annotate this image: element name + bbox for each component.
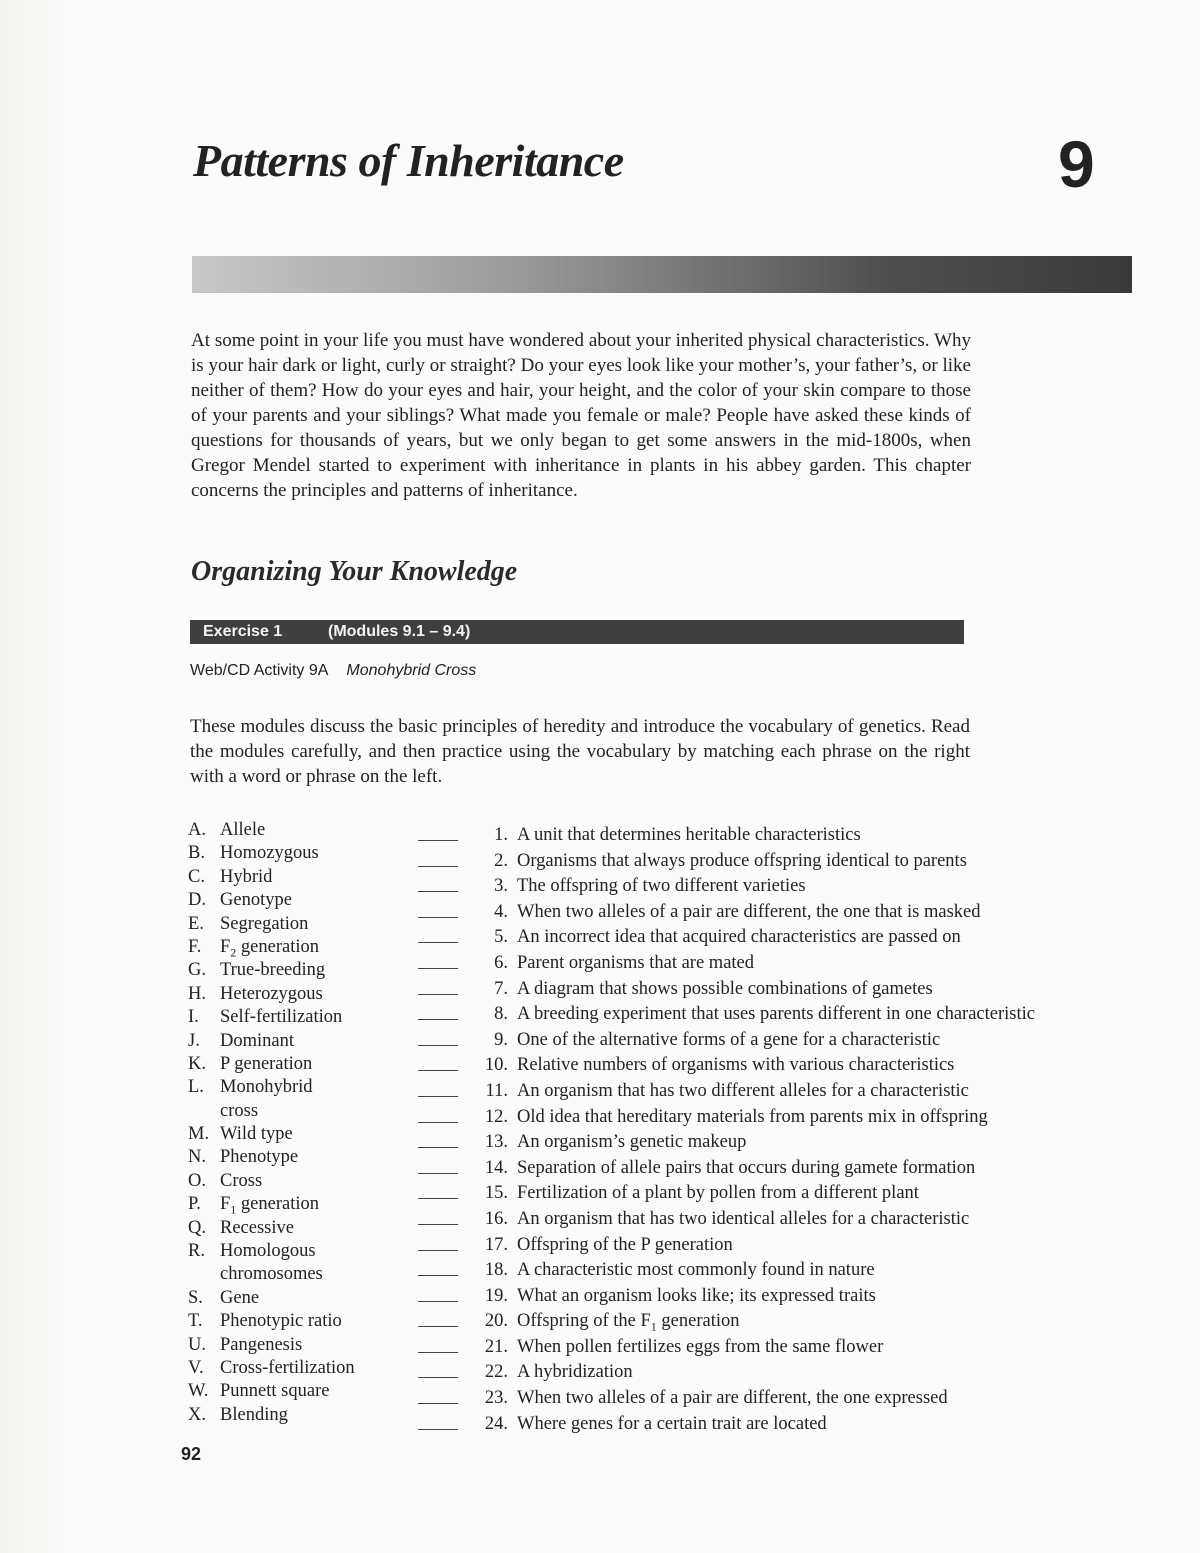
- answer-blank[interactable]: [418, 1207, 458, 1225]
- answer-blank[interactable]: [418, 874, 458, 892]
- term-text: [220, 1240, 316, 1263]
- chapter-title: Patterns of Inheritance: [193, 135, 624, 186]
- term-item: [188, 819, 418, 842]
- term-letter: N.: [188, 1147, 206, 1168]
- term-text-main: F: [220, 936, 231, 957]
- term-text: [220, 889, 292, 912]
- definition-text: When two alleles of a pair are different, the one that is masked: [517, 901, 981, 922]
- term-text-main: Recessive: [220, 1217, 294, 1238]
- term-letter: P.: [188, 1194, 201, 1215]
- answer-blank[interactable]: [418, 925, 458, 943]
- term-item: [188, 1170, 418, 1193]
- term-letter: S.: [188, 1287, 203, 1308]
- definition-text: Parent organisms that are mated: [517, 952, 755, 973]
- definition-text: An organism that has two identical alleles for a characteristic: [517, 1208, 970, 1229]
- term-text-main: chromosomes: [220, 1264, 323, 1285]
- definition-item: [418, 874, 1138, 900]
- term-letter: K.: [188, 1053, 206, 1074]
- term-item: [188, 1146, 418, 1169]
- intro-paragraph: At some point in your life you must have wondered about your inherited physical characteristics. Why is your hair dark or light, curly or straight? Do your eyes look like your mother’s, your father’s, or like neither of them? How do your eyes and hair, your height, and the color of your skin compare to those of your parents and your siblings? What made you female or male? People have asked these kinds of questions for thousands of years, but we only began to get some answers in the mid-1800s, when Gregor Mendel started to experiment with inheritance in plants in his abbey garden. This chapter concerns the principles and patterns of inheritance.: [191, 330, 971, 501]
- definition-item: [418, 1412, 1138, 1438]
- term-letter: V.: [188, 1357, 204, 1378]
- term-item: [188, 1100, 418, 1123]
- term-text-main: cross: [220, 1100, 259, 1121]
- activity-name: Monohybrid Cross: [346, 662, 477, 679]
- answer-blank[interactable]: [418, 1079, 458, 1097]
- answer-blank[interactable]: [418, 1386, 458, 1404]
- term-letter: W.: [188, 1381, 209, 1402]
- term-item: [188, 959, 418, 982]
- term-letter: I.: [188, 1007, 199, 1028]
- term-text: [188, 1263, 323, 1286]
- answer-blank[interactable]: [418, 1309, 458, 1327]
- term-letter: A.: [188, 820, 206, 840]
- term-text-main: Self-fertilization: [220, 1007, 343, 1028]
- definition-item: [418, 1233, 1138, 1259]
- term-text: [220, 1053, 312, 1076]
- term-item: [188, 1334, 418, 1357]
- section-heading: Organizing Your Knowledge: [191, 556, 518, 587]
- definition-number: 18.: [484, 1260, 508, 1281]
- exercise-label: Exercise 1: [203, 623, 283, 640]
- term-text: [220, 1193, 319, 1216]
- chapter-number: 9: [1058, 127, 1095, 201]
- definition-number: 13.: [484, 1132, 508, 1153]
- definition-text: Relative numbers of organisms with various characteristics: [517, 1055, 955, 1076]
- exercise-modules: (Modules 9.1 – 9.4): [328, 623, 471, 640]
- term-text: [220, 1287, 259, 1310]
- definition-text: An organism’s genetic makeup: [517, 1132, 747, 1153]
- term-text-main: Allele: [220, 820, 266, 840]
- definition-text: Offspring of the P generation: [517, 1234, 733, 1255]
- answer-blank[interactable]: [418, 977, 458, 995]
- term-text: [220, 1123, 293, 1146]
- definition-text: A hybridization: [517, 1362, 633, 1383]
- answer-blank[interactable]: [418, 900, 458, 918]
- page-edge-shadow: [0, 0, 60, 1553]
- term-text: [220, 1030, 294, 1053]
- term-letter: Q.: [188, 1217, 206, 1238]
- answer-blank[interactable]: [418, 1335, 458, 1353]
- term-text-main: Heterozygous: [220, 983, 323, 1004]
- term-text: [220, 913, 308, 936]
- term-text-main: Punnett square: [220, 1381, 330, 1402]
- term-letter: F.: [188, 936, 202, 957]
- term-item: [188, 1217, 418, 1240]
- definition-item: [418, 1309, 1138, 1335]
- definition-text: An organism that has two different alleles for a characteristic: [517, 1080, 969, 1101]
- definition-number: 7.: [494, 978, 508, 999]
- definition-item: [418, 1053, 1138, 1079]
- answer-blank[interactable]: [418, 1284, 458, 1302]
- definition-item: [418, 1335, 1138, 1361]
- definition-item: [418, 900, 1138, 926]
- definition-text: A breeding experiment that uses parents different in one characteristic: [517, 1004, 1035, 1025]
- term-text: [220, 1334, 302, 1357]
- term-text: [220, 866, 272, 889]
- term-item: [188, 983, 418, 1006]
- term-text: [188, 1100, 258, 1123]
- term-text-main: Pangenesis: [220, 1334, 303, 1355]
- term-text-main: Hybrid: [220, 866, 273, 887]
- term-letter: U.: [188, 1334, 206, 1355]
- definition-number: 4.: [494, 901, 508, 922]
- term-item: [188, 1006, 418, 1029]
- answer-blank[interactable]: [418, 1360, 458, 1378]
- definition-item: [418, 1284, 1138, 1310]
- definition-number: 16.: [484, 1208, 508, 1229]
- term-text-main: F: [220, 1194, 231, 1215]
- terms-list: [188, 819, 418, 1427]
- term-text-main: Cross: [220, 1170, 263, 1191]
- term-item: [188, 913, 418, 936]
- term-text: [220, 1146, 298, 1169]
- definition-number: 3.: [494, 876, 508, 897]
- term-text-main: Dominant: [220, 1030, 294, 1051]
- definition-text: Where genes for a certain trait are located: [517, 1413, 827, 1434]
- answer-blank[interactable]: [418, 823, 458, 841]
- term-item: [188, 1357, 418, 1380]
- definition-item: [418, 977, 1138, 1003]
- term-subscript: 1: [230, 1202, 237, 1217]
- definition-text: The offspring of two different varieties: [517, 876, 806, 897]
- answer-blank[interactable]: [418, 849, 458, 867]
- term-text-after: generation: [236, 1194, 319, 1215]
- term-item: [188, 1310, 418, 1333]
- definition-text: When pollen fertilizes eggs from the same flower: [517, 1336, 884, 1357]
- term-item: [188, 936, 418, 959]
- term-letter: L.: [188, 1077, 204, 1098]
- definition-number: 1.: [494, 825, 508, 845]
- term-letter: B.: [188, 843, 205, 864]
- term-letter: M.: [188, 1124, 210, 1145]
- term-text-main: Blending: [220, 1404, 288, 1425]
- definition-number: 15.: [484, 1183, 508, 1204]
- definition-number: 10.: [484, 1055, 508, 1076]
- term-item: [188, 866, 418, 889]
- page-number: 92: [181, 1444, 202, 1464]
- definition-item: [418, 1360, 1138, 1386]
- term-text: [220, 983, 323, 1006]
- term-item: [188, 1076, 418, 1099]
- term-text-main: Genotype: [220, 890, 292, 911]
- definition-number: 8.: [494, 1004, 508, 1025]
- term-item: [188, 1030, 418, 1053]
- exercise-description: These modules discuss the basic principles of heredity and introduce the vocabulary of genetics. Read the modules carefully, and then practice using the vocabulary by matching each phrase on the right with a word or phrase on the left.: [190, 716, 970, 787]
- definition-text: A characteristic most commonly found in nature: [517, 1260, 875, 1281]
- definition-number: 12.: [484, 1106, 508, 1127]
- term-text-after: generation: [236, 936, 319, 957]
- chapter-header-bar: [192, 256, 1132, 293]
- answer-blank[interactable]: [418, 1156, 458, 1174]
- term-text: [220, 819, 265, 842]
- term-item: [188, 1193, 418, 1216]
- definitions-list: [418, 823, 1138, 1437]
- definition-item: [418, 1156, 1138, 1182]
- term-item: [188, 1404, 418, 1427]
- definition-item: [418, 925, 1138, 951]
- definition-text-after: generation: [656, 1311, 740, 1332]
- definition-number: 22.: [484, 1362, 508, 1383]
- definition-number: 6.: [494, 952, 508, 973]
- definition-text: Separation of allele pairs that occurs during gamete formation: [517, 1157, 976, 1178]
- term-text: [220, 1357, 355, 1380]
- definition-text: Fertilization of a plant by pollen from a different plant: [517, 1183, 919, 1204]
- definition-text: Offspring of the F: [517, 1311, 651, 1332]
- definition-number: 11.: [485, 1080, 508, 1101]
- term-item: [188, 1380, 418, 1403]
- term-text-main: Homozygous: [220, 843, 319, 864]
- term-item: [188, 889, 418, 912]
- term-letter: G.: [188, 960, 206, 981]
- term-text: [220, 936, 319, 959]
- definition-text: An incorrect idea that acquired characteristics are passed on: [517, 927, 961, 948]
- term-text-main: Segregation: [220, 913, 309, 934]
- term-subscript: 2: [230, 945, 237, 960]
- definition-item: [418, 1258, 1138, 1284]
- term-letter: O.: [188, 1170, 206, 1191]
- definition-item: [418, 1207, 1138, 1233]
- term-letter: X.: [188, 1404, 206, 1425]
- definition-number: 9.: [494, 1029, 508, 1050]
- definition-number: 21.: [484, 1336, 508, 1357]
- definition-text: When two alleles of a pair are different, the one expressed: [517, 1388, 948, 1409]
- term-letter: R.: [188, 1241, 205, 1262]
- term-text-main: Cross-fertilization: [220, 1357, 355, 1378]
- definition-text: Old idea that hereditary materials from parents mix in offspring: [517, 1106, 988, 1127]
- definition-number: 23.: [484, 1388, 508, 1409]
- activity-id: Web/CD Activity 9A: [190, 662, 329, 679]
- term-item: [188, 1053, 418, 1076]
- term-text-main: P generation: [220, 1053, 313, 1074]
- definition-number: 5.: [494, 927, 508, 948]
- definition-number: 20.: [484, 1311, 508, 1332]
- exercise-header: [190, 620, 964, 644]
- term-item: [188, 842, 418, 865]
- term-text-main: Phenotype: [220, 1147, 299, 1168]
- definition-text: A diagram that shows possible combinations of gametes: [517, 978, 933, 999]
- term-text-main: Wild type: [220, 1124, 293, 1145]
- definition-item: [418, 849, 1138, 875]
- term-text: [220, 1404, 288, 1427]
- answer-blank[interactable]: [418, 1233, 458, 1251]
- answer-blank[interactable]: [418, 1130, 458, 1148]
- definition-number: 2.: [494, 850, 508, 871]
- term-text: [220, 1006, 342, 1029]
- definition-item: [418, 1079, 1138, 1105]
- definition-text: What an organism looks like; its expressed traits: [517, 1285, 876, 1306]
- term-text: [220, 959, 325, 982]
- term-item: [188, 1263, 418, 1286]
- term-text-main: Phenotypic ratio: [220, 1311, 342, 1332]
- definition-number: 14.: [484, 1157, 508, 1178]
- answer-blank[interactable]: [418, 1053, 458, 1071]
- web-activity: [190, 662, 476, 680]
- term-letter: J.: [188, 1030, 200, 1051]
- term-letter: D.: [188, 890, 206, 911]
- definition-item: [418, 1386, 1138, 1412]
- definition-text: A unit that determines heritable characteristics: [517, 825, 861, 845]
- definition-item: [418, 1130, 1138, 1156]
- term-letter: C.: [188, 866, 205, 887]
- term-item: [188, 1123, 418, 1146]
- definition-subscript: 1: [650, 1319, 657, 1334]
- answer-blank[interactable]: [418, 1412, 458, 1430]
- term-text: [220, 1170, 262, 1193]
- definition-item: [418, 1181, 1138, 1207]
- definition-number: 17.: [484, 1234, 508, 1255]
- definition-text: One of the alternative forms of a gene for a characteristic: [517, 1029, 941, 1050]
- answer-blank[interactable]: [418, 951, 458, 969]
- term-text-main: Gene: [220, 1287, 260, 1308]
- answer-blank[interactable]: [418, 1002, 458, 1020]
- term-text: [220, 1217, 294, 1240]
- term-text: [220, 1076, 313, 1099]
- definition-item: [418, 1028, 1138, 1054]
- definition-number: 19.: [484, 1285, 508, 1306]
- definition-item: [418, 1002, 1138, 1028]
- definition-item: [418, 1105, 1138, 1131]
- term-text: [220, 1310, 342, 1333]
- answer-blank[interactable]: [418, 1181, 458, 1199]
- term-item: [188, 1240, 418, 1263]
- definition-item: [418, 951, 1138, 977]
- term-letter: T.: [188, 1311, 203, 1332]
- term-text: [220, 842, 319, 865]
- definition-text: Organisms that always produce offspring identical to parents: [517, 850, 967, 871]
- term-text-main: True-breeding: [220, 960, 326, 981]
- term-item: [188, 1287, 418, 1310]
- term-letter: H.: [188, 983, 206, 1004]
- answer-blank[interactable]: [418, 1028, 458, 1046]
- definition-item: [418, 823, 1138, 849]
- term-text-main: Homologous: [220, 1241, 316, 1262]
- answer-blank[interactable]: [418, 1258, 458, 1276]
- term-text-main: Monohybrid: [220, 1077, 313, 1098]
- answer-blank[interactable]: [418, 1105, 458, 1123]
- definition-number: 24.: [484, 1413, 508, 1434]
- term-text: [220, 1380, 329, 1403]
- term-letter: E.: [188, 913, 204, 934]
